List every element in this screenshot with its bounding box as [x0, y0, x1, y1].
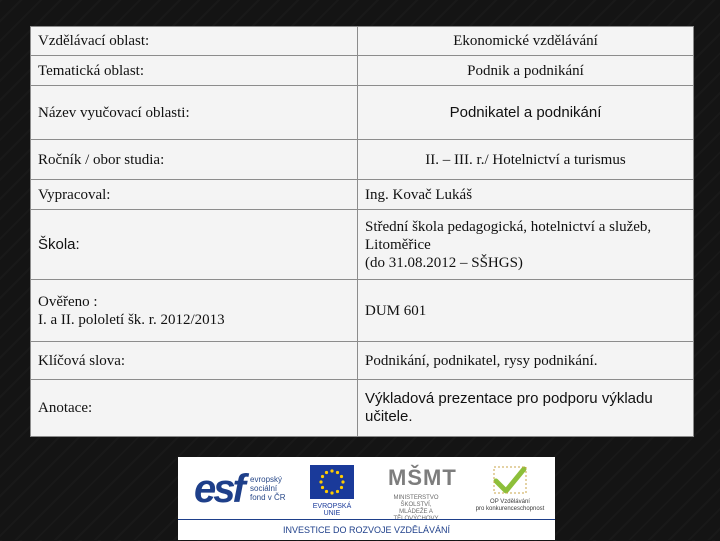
label-subject-name: Název vyučovací oblasti:: [31, 86, 358, 140]
op-vk-logo-text: OP Vzdělávání pro konkurenceschopnost: [475, 499, 545, 512]
value-education-area: Ekonomické vzdělávání: [358, 27, 694, 56]
esf-logo-mark: esf: [194, 467, 243, 511]
value-keywords: Podnikání, podnikatel, rysy podnikání.: [358, 342, 694, 380]
eu-stars-icon: [310, 465, 354, 499]
table-row: [31, 280, 694, 342]
label-verified: Ověřeno : I. a II. pololetí šk. r. 2012/2013: [31, 280, 358, 342]
msmt-logo-text: MINISTERSTVO ŠKOLSTVÍ, MLÁDEŽE A TĚLOVÝCHOVY: [393, 495, 439, 522]
logo-row: [178, 461, 555, 521]
value-grade-field: II. – III. r./ Hotelnictví a turismus: [358, 140, 694, 180]
esf-logo-text: evropský sociální fond v ČR: [250, 475, 286, 502]
value-author: Ing. Kovač Lukáš: [358, 180, 694, 210]
funding-logos-banner: [178, 457, 555, 540]
value-school: Střední škola pedagogická, hotelnictví a služeb, Litoměřice (do 31.08.2012 – SŠHGS): [358, 210, 694, 280]
msmt-logo: [378, 461, 457, 522]
op-vk-icon: [492, 465, 528, 495]
table-row: [31, 342, 694, 380]
label-school: Škola:: [31, 210, 358, 280]
value-annotation: Výkladová prezentace pro podporu výkladu učitele.: [358, 380, 694, 437]
op-vk-logo: [474, 461, 546, 521]
esf-logo: [194, 461, 290, 521]
table-row: [31, 180, 694, 210]
eu-logo: [304, 461, 360, 521]
value-thematic-area: Podnik a podnikání: [358, 56, 694, 86]
label-thematic-area: Tematická oblast:: [31, 56, 358, 86]
label-author: Vypracoval:: [31, 180, 358, 210]
table-row: [31, 140, 694, 180]
msmt-logo-mark: MŠMT: [388, 465, 457, 490]
table-row: [31, 86, 694, 140]
table-row: [31, 27, 694, 56]
table-row: [31, 210, 694, 280]
label-grade-field: Ročník / obor studia:: [31, 140, 358, 180]
table-row: [31, 56, 694, 86]
eu-logo-text: EVROPSKÁ UNIE: [312, 503, 352, 517]
document-info-table: [30, 26, 694, 437]
label-education-area: Vzdělávací oblast:: [31, 27, 358, 56]
logos-caption: INVESTICE DO ROZVOJE VZDĚLÁVÁNÍ: [178, 519, 555, 541]
eu-flag-icon: [310, 465, 354, 499]
label-keywords: Klíčová slova:: [31, 342, 358, 380]
label-annotation: Anotace:: [31, 380, 358, 437]
table-row: [31, 380, 694, 437]
value-subject-name: Podnikatel a podnikání: [358, 86, 694, 140]
value-dum-number: DUM 601: [358, 280, 694, 342]
